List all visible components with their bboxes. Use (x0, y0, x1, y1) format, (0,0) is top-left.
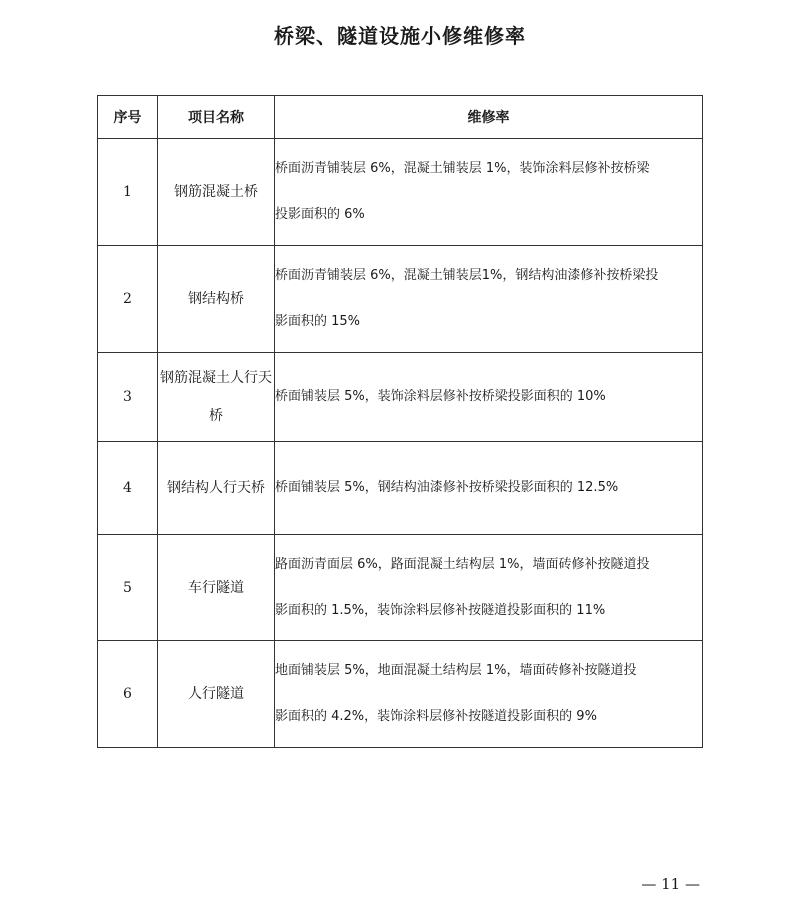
page-title: 桥梁、隧道设施小修维修率 (274, 24, 526, 48)
repair-rate-table (97, 95, 703, 748)
rate-line: 投影面积的 6% (275, 207, 365, 222)
row-index: 4 (98, 442, 158, 535)
row-index: 5 (98, 535, 158, 641)
header-index: 序号 (98, 96, 158, 139)
table-header-row (98, 96, 703, 139)
table-row (98, 246, 703, 353)
rate-line: 桥面铺装层 5%，钢结构油漆修补按桥梁投影面积的 12.5% (275, 480, 619, 495)
table-row (98, 641, 703, 748)
row-item-name: 人行隧道 (158, 641, 275, 748)
table-row (98, 139, 703, 246)
rate-line: 路面沥青面层 6%，路面混凝土结构层 1%，墙面砖修补按隧道投 (275, 556, 650, 572)
row-repair-rate (275, 246, 703, 353)
table-row (98, 535, 703, 641)
row-repair-rate (275, 442, 703, 535)
row-repair-rate (275, 535, 703, 641)
row-index: 1 (98, 139, 158, 246)
page-number: — 11 — (641, 875, 700, 893)
header-item-name: 项目名称 (158, 96, 275, 139)
rate-line: 桥面铺装层 5%，装饰涂料层修补按桥梁投影面积的 10% (275, 389, 606, 404)
rate-line: 桥面沥青铺装层 6%，混凝土铺装层 1%，装饰涂料层修补按桥梁 (275, 161, 650, 176)
row-repair-rate (275, 353, 703, 442)
rate-line: 影面积的 15% (275, 314, 361, 329)
rate-line: 影面积的 4.2%，装饰涂料层修补按隧道投影面积的 9% (275, 709, 597, 724)
row-item-name: 车行隧道 (158, 535, 275, 641)
rate-line: 桥面沥青铺装层 6%，混凝土铺装层1%，钢结构油漆修补按桥梁投 (275, 268, 659, 283)
rate-line: 地面铺装层 5%，地面混凝土结构层 1%，墙面砖修补按隧道投 (275, 663, 637, 678)
table-row (98, 442, 703, 535)
row-item-name: 钢结构桥 (158, 246, 275, 353)
row-repair-rate (275, 139, 703, 246)
rate-line: 影面积的 1.5%，装饰涂料层修补按隧道投影面积的 11% (275, 602, 606, 618)
row-item-name: 钢筋混凝土桥 (158, 139, 275, 246)
table-row (98, 353, 703, 442)
row-index: 3 (98, 353, 158, 442)
row-item-name: 钢结构人行天桥 (158, 442, 275, 535)
row-item-name: 钢筋混凝土人行天桥 (158, 353, 275, 442)
row-repair-rate (275, 641, 703, 748)
row-index: 2 (98, 246, 158, 353)
row-index: 6 (98, 641, 158, 748)
header-repair-rate: 维修率 (275, 96, 703, 139)
